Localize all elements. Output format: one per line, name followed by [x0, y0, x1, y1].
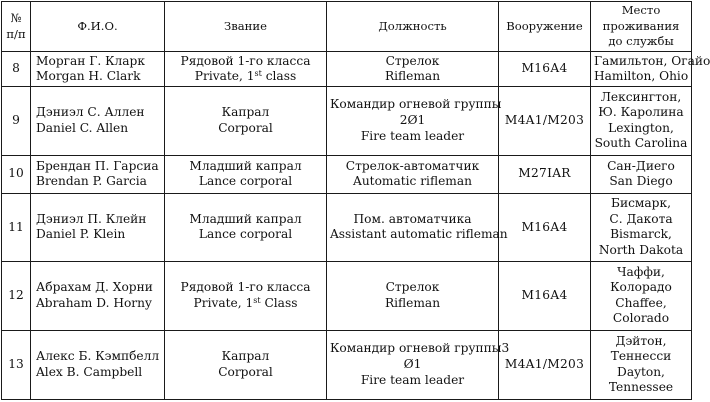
weapon-cell: M16A4 — [499, 262, 591, 330]
rank-en: Private, 1st class — [194, 69, 297, 84]
header-row — [2, 2, 692, 52]
weapon-cell: M16A4 — [499, 193, 591, 261]
rank-en: Lance corporal — [198, 227, 293, 242]
position-cell: Стрелок Rifleman — [327, 52, 499, 87]
full-name-cell — [31, 155, 165, 193]
name-en: Brendan P. Garcia — [36, 174, 147, 189]
weapon-cell: M4A1/M203 — [499, 330, 591, 399]
residence-cell: Бисмарк, С. Дакота Bismarck, North Dakota — [591, 193, 692, 261]
name-ru: Дэниэл С. Аллен — [36, 105, 145, 120]
header-number: № п/п — [2, 2, 31, 52]
table-row — [2, 52, 692, 87]
row-number: 12 — [2, 262, 31, 330]
name-en: Abraham D. Horny — [36, 295, 152, 310]
residence-cell: Сан-Диего San Diego — [591, 155, 692, 193]
full-name-cell — [31, 193, 165, 261]
row-number: 10 — [2, 155, 31, 193]
position-cell: Стрелок Rifleman — [327, 262, 499, 330]
name-en: Daniel P. Klein — [36, 227, 126, 242]
full-name-cell — [31, 87, 165, 155]
residence-cell: Лексингтон, Ю. Каролина Lexington, South Carolina — [591, 87, 692, 155]
rank-en: Private, 1st Class — [193, 295, 298, 310]
header-rank: Звание — [165, 2, 327, 52]
weapon-cell: M16A4 — [499, 52, 591, 87]
position-cell: Стрелок-автоматчик Automatic rifleman — [327, 155, 499, 193]
name-en: Alex B. Campbell — [36, 364, 143, 379]
rank-ru: Младший капрал — [189, 211, 302, 226]
rank-cell — [165, 155, 327, 193]
table-row — [2, 262, 692, 330]
rank-ru: Капрал — [221, 349, 270, 364]
rank-ru: Рядовой 1-го класса — [180, 280, 311, 295]
rank-cell — [165, 52, 327, 87]
name-ru: Морган Г. Кларк — [36, 53, 145, 68]
name-en: Morgan H. Clark — [36, 69, 141, 84]
weapon-cell: M4A1/M203 — [499, 87, 591, 155]
table-row — [2, 193, 692, 261]
rank-cell — [165, 330, 327, 399]
full-name-cell — [31, 330, 165, 399]
weapon-cell: M27IAR — [499, 155, 591, 193]
table-row — [2, 155, 692, 193]
rank-ru: Рядовой 1-го класса — [180, 53, 311, 68]
header-name: Ф.И.О. — [31, 2, 165, 52]
row-number: 8 — [2, 52, 31, 87]
rank-en: Lance corporal — [198, 174, 293, 189]
name-ru: Дэниэл П. Клейн — [36, 211, 147, 226]
rank-ru: Капрал — [221, 105, 270, 120]
full-name-cell — [31, 52, 165, 87]
row-number: 13 — [2, 330, 31, 399]
position-cell: Командир огневой группы 2Ø1 Fire team leader — [327, 87, 499, 155]
header-weapon: Вооружение — [499, 2, 591, 52]
rank-en: Corporal — [218, 364, 273, 379]
full-name-cell — [31, 262, 165, 330]
position-cell: Пом. автоматчика Assistant automatic rifleman — [327, 193, 499, 261]
header-residence: Место проживания до службы — [591, 2, 692, 52]
name-ru: Алекс Б. Кэмпбелл — [36, 349, 160, 364]
rank-ru: Младший капрал — [189, 158, 302, 173]
rank-cell — [165, 193, 327, 261]
residence-cell: Дэйтон, Теннесси Dayton, Tennessee — [591, 330, 692, 399]
header-position: Должность — [327, 2, 499, 52]
rank-en: Corporal — [218, 120, 273, 135]
row-number: 9 — [2, 87, 31, 155]
name-en: Daniel C. Allen — [36, 120, 129, 135]
name-ru: Абрахам Д. Хорни — [36, 280, 153, 295]
residence-cell: Чаффи, Колорадо Chaffee, Colorado — [591, 262, 692, 330]
name-ru: Брендан П. Гарсиа — [36, 158, 159, 173]
residence-cell: Гамильтон, Огайо Hamilton, Ohio — [591, 52, 692, 87]
position-cell: Командир огневой группы3 Ø1 Fire team leader — [327, 330, 499, 399]
table-row — [2, 87, 692, 155]
row-number: 11 — [2, 193, 31, 261]
table-row — [2, 330, 692, 399]
rank-cell — [165, 262, 327, 330]
personnel-table — [1, 1, 710, 400]
rank-cell — [165, 87, 327, 155]
